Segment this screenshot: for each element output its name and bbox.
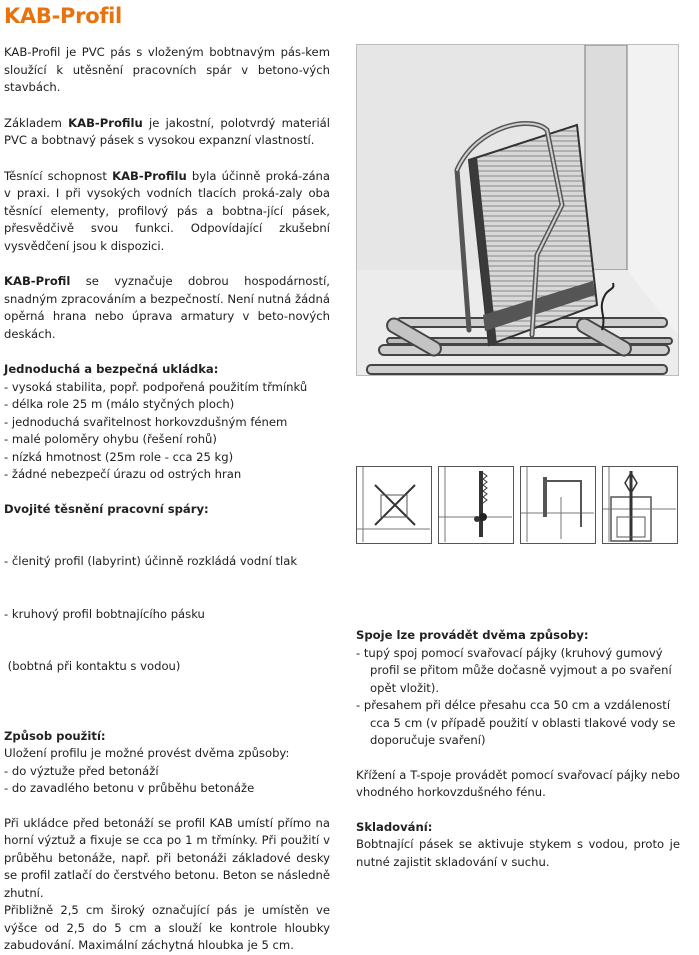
simple-list [4,379,330,484]
list-item: - členitý profil (labyrint) účinně rozkládá vodní tlak [4,554,298,568]
thumbnail-crossing [356,466,432,544]
sealing-text-rest: byla účinně proká-zána v praxi. I při vysokých vodních tlacích proká-zaly oba těsnící elementy, profilový pás a bobtna-jící pásek, přesvědčivě svou funkci. Odpovídající zkušební vysvědčení jsou k dispozici. [4,168,331,253]
economy-paragraph [4,273,330,343]
kab-profile-illustration [356,44,679,376]
usage-list [4,763,330,798]
intro-paragraph: KAB-Profil je PVC pás s vloženým bobtnavým pás-kem sloužící k utěsnění pracovních spár v betono-vých stavbách. [4,45,330,94]
thumbnail-joint [602,466,678,544]
right-column [356,627,680,871]
joints-list [356,645,680,750]
usage-paragraph-1: Při ukládce před betonáží se profil KAB umístí přímo na horní výztuž a fixuje se cca po 1 m třmínky. Při použití v průběhu betonáže, např. při betonáži základové desky se profil zatlačí do čerstvého betonu. Beton se následně zhutní. [4,815,330,900]
crossing-paragraph: Křížení a T-spoje provádět pomocí svařovací pájky nebo vhodného horkovzdušného fénu. [356,767,680,799]
list-item: - tupý spoj pomocí svařovací pájky (kruhový gumový profil se přitom může dočasně vyjmout a po svaření opět vložit). [356,645,672,695]
basis-text-rest: je jakostní, polotvrdý materiál PVC a bobtnavý pásek s vysokou expanzní vlastností. [4,115,330,147]
profile-installation-drawing [357,45,678,375]
list-item: - do zavadlého betonu v průběhu betonáže [4,781,255,795]
double-list [4,518,330,711]
list-item: - kruhový profil bobtnajícího pásku [4,606,205,621]
basis-paragraph [4,115,330,150]
list-item: - do výztuže před betonáží [4,763,159,778]
usage-intro: Uložení profilu je možné provést dvěma způsoby: [4,746,290,760]
page-title: KAB-Profil [4,4,122,28]
joints-heading: Spoje lze provádět dvěma způsoby: [356,628,589,642]
list-item: - délka role 25 m (málo styčných ploch) [4,397,235,411]
basis-text: Základem [4,115,69,130]
list-item: - jednoduchá svařitelnost horkovzdušným fénem [4,414,288,429]
economy-text: se vyznačuje dobrou hospodárností, snadným zpracováním a bezpečností. Není nutná žádná opěrná hrana nebo úprava armatury v beto-nových deskách. [4,274,330,341]
usage-paragraph-2: Přibližně 2,5 cm široký označující pás je umístěn ve výšce od 2,5 do 5 cm a slouží ke kontrole hloubky zabudování. Maximální záchytná hloubka je 5 cm. [4,903,330,952]
storage-paragraph: Bobtnající pásek se aktivuje stykem s vodou, proto je nutné zajistit skladování v suchu. [356,837,680,869]
sealing-product-name: KAB-Profilu [112,168,187,183]
simple-heading: Jednoduchá a bezpečná ukládka: [4,362,219,376]
list-item: - žádné nebezpečí úrazu od ostrých hran [4,467,242,481]
double-heading: Dvojité těsnění pracovní spáry: [4,501,209,516]
list-item: - vysoká stabilita, popř. podpořená použitím třmínků [4,379,308,394]
thumbnail-profile-section [438,466,514,544]
storage-heading: Skladování: [356,819,433,834]
left-column [4,44,330,955]
list-item: - malé poloměry ohybu (řešení rohů) [4,432,217,446]
economy-product-name: KAB-Profil [4,274,71,288]
list-item: (bobtná při kontaktu s vodou) [4,659,181,673]
sealing-paragraph [4,168,330,256]
detail-thumbnails [356,466,679,544]
usage-heading: Způsob použití: [4,728,106,743]
thumbnail-stirrup [520,466,596,544]
basis-product-name: KAB-Profilu [68,115,143,130]
list-item: - nízká hmotnost (25m role - cca 25 kg) [4,449,234,464]
sealing-text: Těsnící schopnost [4,168,113,183]
list-item: - přesahem při délce přesahu cca 50 cm a vzdáleností cca 5 cm (v případě použití v oblasti tlakové vody se doporučuje svaření) [356,698,676,747]
